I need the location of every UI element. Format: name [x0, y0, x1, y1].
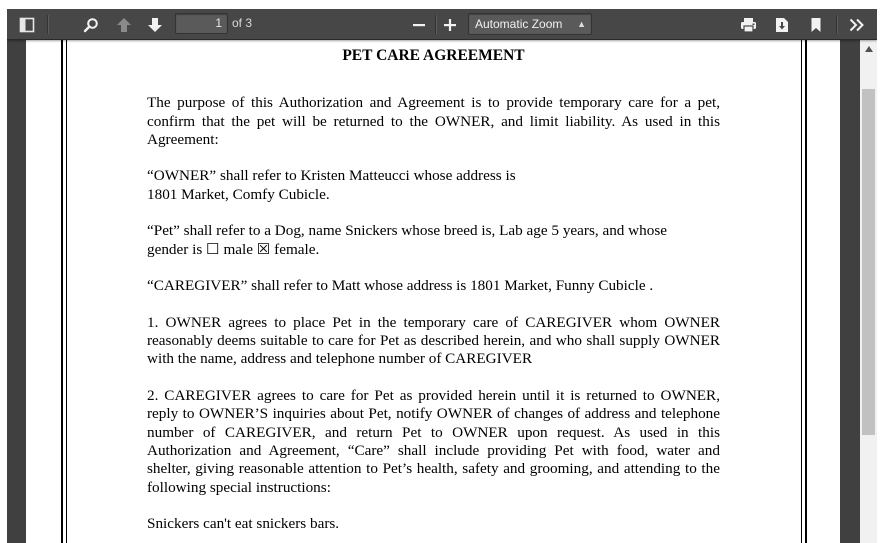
document-page — [26, 40, 840, 543]
zoom-select[interactable] — [468, 13, 592, 35]
download-icon — [775, 17, 789, 33]
sidebar-toggle-icon — [19, 17, 35, 33]
toolbar-separator — [836, 15, 837, 34]
zoom-select-value: Automatic Zoom — [475, 17, 563, 31]
tools-button[interactable] — [843, 12, 871, 37]
next-page-button[interactable] — [141, 12, 169, 37]
scrollbar-thumb[interactable] — [862, 89, 875, 435]
vertical-scrollbar[interactable] — [860, 40, 877, 543]
pet-paragraph — [147, 222, 720, 259]
find-button[interactable] — [77, 12, 105, 37]
special-instructions: Snickers can't eat snickers bars. — [147, 515, 340, 533]
toolbar — [7, 9, 877, 40]
owner-paragraph — [147, 167, 720, 204]
pet-line-1: “Pet” shall refer to a Dog, name Snickers whose breed is, Lab age 5 years, and whose — [147, 222, 667, 240]
scroll-up-arrow-icon — [865, 46, 873, 52]
arrow-down-icon — [147, 17, 163, 33]
toolbar-separator — [47, 15, 48, 34]
clause-2-paragraph: 2. CAREGIVER agrees to care for Pet as provided herein until it is returned to OWNER, reply to OWNER’S inquiries about Pet, notify OWNER of changes of address and telephone number of CAREGIVER, and return Pet to OWNER upon request. As used in this Authorization and Agreement, “Care” shall include providing Pet with food, water and shelter, giving reasonable attention to Pet’s health, safety and grooming, and attending to the following special instructions: — [147, 387, 720, 496]
pdf-viewer — [7, 9, 877, 543]
clause-1-paragraph: 1. OWNER agrees to place Pet in the temporary care of CAREGIVER whom OWNER reasonably deems suitable to care for Pet as described herein, and who shall supply OWNER with the name, address and telephone number of CAREGIVER — [147, 313, 720, 368]
minus-icon — [412, 18, 426, 32]
document-text — [147, 47, 720, 543]
owner-line-2: 1801 Market, Comfy Cubicle. — [147, 185, 330, 203]
previous-page-button[interactable] — [110, 12, 138, 37]
search-icon — [83, 17, 99, 33]
zoom-in-button[interactable] — [436, 12, 464, 37]
purpose-paragraph: The purpose of this Authorization and Agreement is to provide temporary care for a pet, confirm that the pet will be returned to the OWNER, and limit liability. As used in this Agreement: — [147, 94, 720, 148]
print-button[interactable] — [734, 12, 762, 37]
scroll-up-button[interactable] — [860, 40, 877, 57]
bookmark-button[interactable] — [802, 12, 830, 37]
page-number-input[interactable]: 1 — [175, 13, 228, 34]
bookmark-icon — [810, 17, 822, 33]
sidebar-toggle-button[interactable] — [13, 12, 41, 37]
zoom-out-button[interactable] — [405, 12, 433, 37]
up-down-arrow-icon: ▲︎ — [577, 19, 586, 29]
arrow-up-icon — [116, 17, 132, 33]
caregiver-paragraph: “CAREGIVER” shall refer to Matt whose address is 1801 Market, Funny Cubicle . — [147, 277, 654, 295]
download-button[interactable] — [768, 12, 796, 37]
document-title: PET CARE AGREEMENT — [342, 47, 525, 64]
double-chevron-right-icon — [849, 18, 865, 32]
owner-line-1: “OWNER” shall refer to Kristen Matteucci whose address is — [147, 167, 516, 185]
pet-line-2: gender is ☐ male ☒ female. — [147, 240, 320, 258]
printer-icon — [740, 17, 757, 33]
page-count-label: of 3 — [232, 16, 253, 30]
plus-icon — [443, 18, 457, 32]
